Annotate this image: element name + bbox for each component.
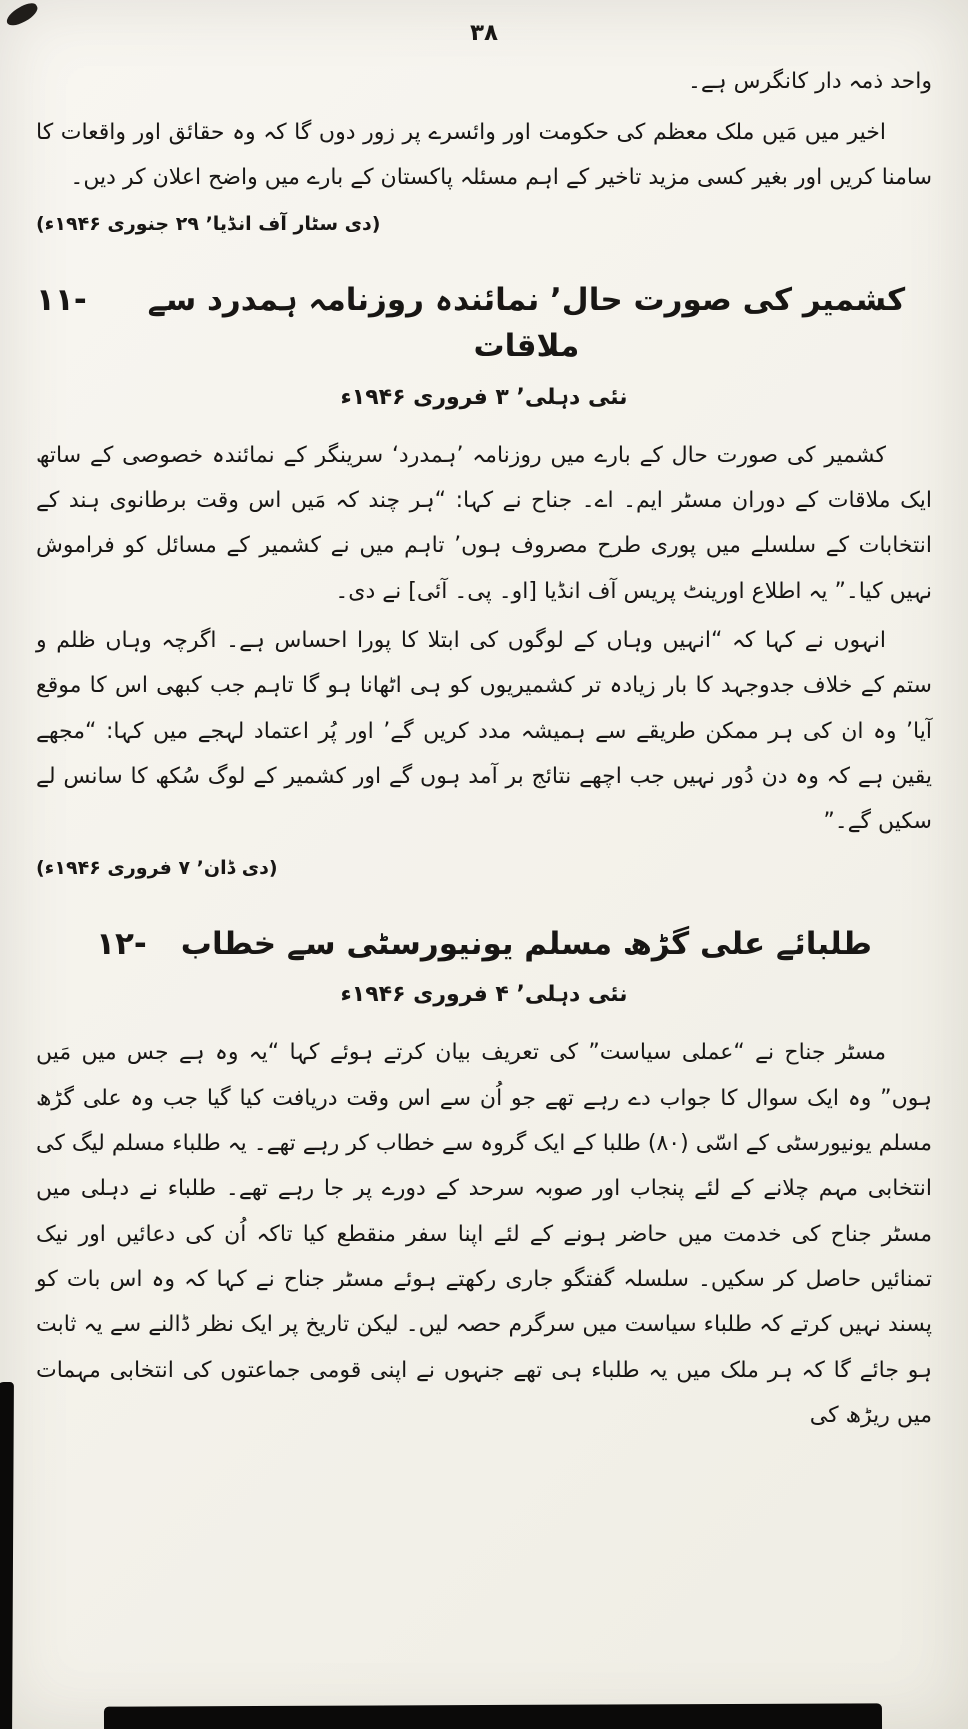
section-12-body [36, 1030, 932, 1438]
source-citation-dawn: (دی ڈان’ ۷ فروری ۱۹۴۶ء) [36, 856, 278, 879]
source-citation-star-of-india: (دی سٹار آف انڈیا’ ۲۹ جنوری ۱۹۴۶ء) [36, 212, 381, 235]
section-11-paragraph: کشمیر کی صورت حال کے بارے میں روزنامہ ’ہمدرد‘ سرینگر کے نمائندہ خصوصی کے ساتھ ایک ملاقات کے دوران مسٹر ایم۔ اے۔ جناح نے کہا: “ہر چند کہ مَیں اس وقت برطانوی ہند کے انتخابات کے سلسلے میں پوری طرح مصروف ہوں’ تاہم میں نے کشمیر کے مسائل کو فراموش نہیں کیا۔” یہ اطلاع اورینٹ پریس آف انڈیا [او۔ پی۔ آئی] نے دی۔ [36, 442, 932, 604]
section-11-number: ۱۱- [36, 281, 87, 318]
scan-artifact-left-edge-strip [0, 1382, 14, 1729]
section-12-title: طلبائے علی گڑھ مسلم یونیورسٹی سے خطاب [180, 925, 872, 962]
carryover-line: واحد ذمہ دار کانگرس ہے۔ [688, 69, 932, 94]
section-12-paragraph: مسٹر جناح نے “عملی سیاست” کی تعریف بیان کرتے ہوئے کہا “یہ وہ ہے جس میں مَیں ہوں” وہ ایک سوال کا جواب دے رہے تھے جو اُن سے اس وقت دریافت کیا گیا جب وہ علی گڑھ مسلم یونیورسٹی کے اسّی (۸۰) طلبا کے ایک گروہ سے خطاب کر رہے تھے۔ یہ طلباء مسلم لیگ کی انتخابی مہم چلانے کے لئے پنجاب اور صوبہ سرحد کے دورے پر جا رہے تھے۔ طلباء نے دہلی میں مسٹر جناح کی خدمت میں حاضر ہونے کے لئے اپنا سفر منقطع کیا تاکہ اُن کی دعائیں اور نیک تمنائیں حاصل کر سکیں۔ سلسلہ گفتگو جاری رکھتے ہوئے مسٹر جناح نے کہا کہ وہ اس بات کو پسند نہیں کرتے کہ طلباء سیاست میں سرگرم حصہ لیں۔ لیکن تاریخ پر ایک نظر ڈالنے سے یہ ثابت ہو جائے گا کہ ہر ملک میں یہ طلباء ہی تھے جنہوں نے اپنی قومی جماعتوں کی انتخابی مہمات میں ریڑھ کی [36, 1040, 932, 1428]
prelude-paragraph: اخیر میں مَیں ملک معظم کی حکومت اور وائسرے پر زور دوں گا کہ وہ حقائق اور واقعات کا سامنا کریں اور بغیر کسی مزید تاخیر کے اہم مسئلہ پاکستان کے بارے میں واضح اعلان کر دیں۔ [36, 120, 932, 191]
section-12-dateline: نئی دہلی’ ۴ فروری ۱۹۴۶ء [340, 982, 628, 1008]
section-11-body [36, 433, 932, 845]
section-11-title: کشمیر کی صورت حال’ نمائندہ روزنامہ ہمدرد سے ملاقات [147, 281, 906, 365]
section-11-heading [36, 277, 932, 370]
section-12-number: ۱۲- [96, 925, 147, 962]
page-number: ۳۸ [469, 20, 499, 46]
scan-artifact-bottom-bar [104, 1703, 882, 1729]
section-12-heading [36, 921, 932, 968]
section-11-dateline: نئی دہلی’ ۳ فروری ۱۹۴۶ء [340, 384, 628, 410]
section-11-paragraph: انہوں نے کہا کہ “انہیں وہاں کے لوگوں کی ابتلا کا پورا احساس ہے۔ اگرچہ وہاں ظلم و ستم کے خلاف جدوجہد کا بار زیادہ تر کشمیریوں کو ہی اٹھانا ہو گا تاہم جب کبھی اس کا موقع آیا’ وہ ان کی ہر ممکن طریقے سے ہمیشہ مدد کریں گے’ اور پُر اعتماد لہجے میں کہا: “مجھے یقین ہے کہ وہ دن دُور نہیں جب اچھے نتائج بر آمد ہوں گے اور کشمیر کے لوگ سُکھ کا سانس لے سکیں گے۔” [36, 628, 932, 835]
